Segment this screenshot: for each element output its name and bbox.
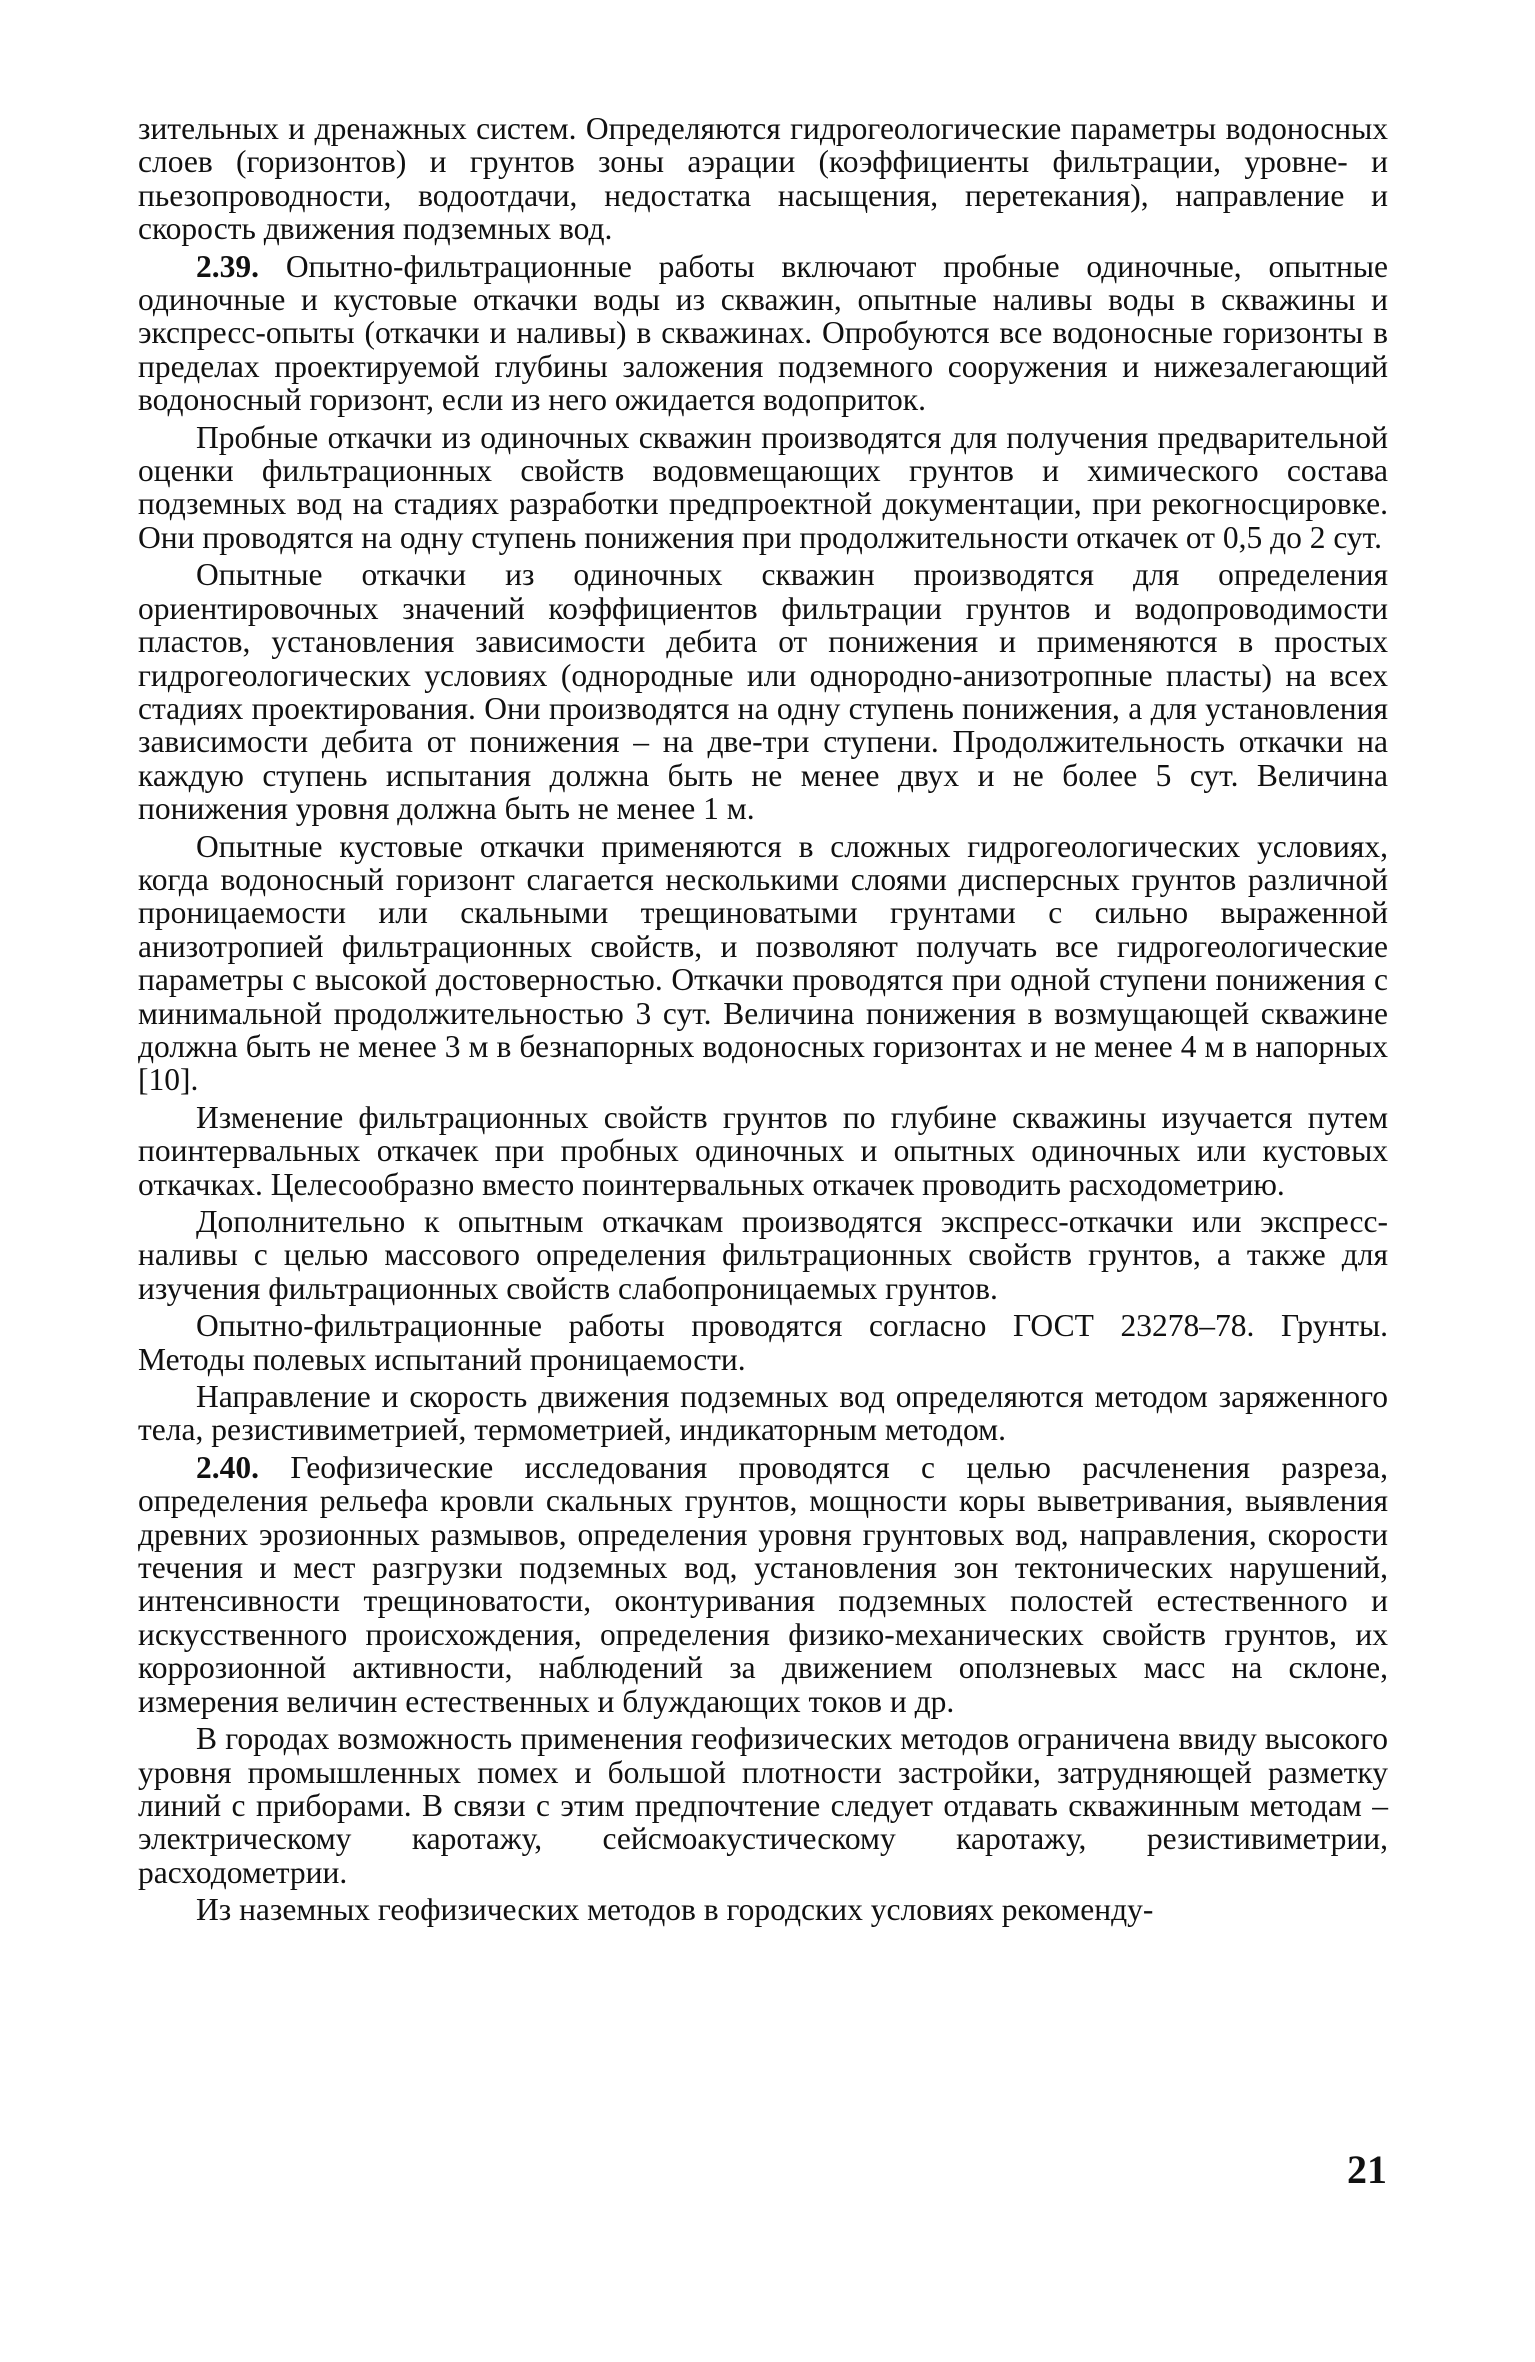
paragraph-trial-pumping: Пробные откачки из одиночных скважин производятся для получения предварительной оценки фильтрационных свойств водовмещающих грунтов и химического состава подземных вод на стадиях разработки предпроектной документации, при рекогносцировке. Они проводятся на одну ступень понижения при продолжительности откачек от 0,5 до 2 сут. — [138, 419, 1388, 555]
paragraph-interval-pumping: Изменение фильтрационных свойств грунтов по глубине скважины изучается путем поинтервальных откачек при пробных одиночных и опытных одиночных или кустовых откачках. Целесообразно вместо поинтервальных откачек проводить расходометрию. — [138, 1099, 1388, 1202]
paragraph-gost: Опытно-фильтрационные работы проводятся согласно ГОСТ 23278–78. Грунты. Методы полевых испытаний проницаемости. — [138, 1308, 1388, 1377]
paragraph-ground-methods: Из наземных геофизических методов в городских условиях рекоменду- — [196, 1892, 1154, 1928]
paragraph-flow-direction: Направление и скорость движения подземных вод определяются методом заряженного тела, резистивиметрией, термометрией, индикаторным методом. — [138, 1379, 1388, 1448]
clause-number: 2.40. — [196, 1449, 259, 1485]
paragraph-2-39: 2.39. Опытно-фильтрационные работы включают пробные одиночные, опытные одиночные и кустовые откачки воды из скважин, опытные наливы воды в скважины и экспресс-опыты (откачки и наливы) в скважинах. Опробуются все водоносные горизонты в пределах проектируемой глубины заложения подземного сооружения и нижезалегающий водоносный горизонт, если из него ожидается водоприток. — [138, 248, 1388, 418]
clause-number: 2.39. — [196, 248, 259, 284]
paragraph-express-tests: Дополнительно к опытным откачкам производятся экспресс-откачки или экспресс-наливы с целью массового определения фильтрационных свойств грунтов, а также для изучения фильтрационных свойств слабопроницаемых грунтов. — [138, 1204, 1388, 1306]
page-number: 21 — [1347, 2147, 1387, 2192]
paragraph-2-40: 2.40. Геофизические исследования проводятся с целью расчленения разреза, определения рельефа кровли скальных грунтов, мощности коры выветривания, выявления древних эрозионных размывов, определения уровня грунтовых вод, направления, скорости течения и мест разгрузки подземных вод, установления зон тектонических нарушений, интенсивности трещиноватости, оконтуривания подземных полостей естественного и искусственного происхождения, определения физико-механических свойств грунтов, их коррозионной активности, наблюдений за движением оползневых масс на склоне, измерения величин естественных и блуждающих токов и др. — [138, 1449, 1388, 1719]
paragraph-city-methods: В городах возможность применения геофизических методов ограничена ввиду высокого уровня промышленных помех и большой плотности застройки, затрудняющей разметку линий с приборами. В связи с этим предпочтение следует отдавать скважинным методам – электрическому каротажу, сейсмоакустическому каротажу, резистивиметрии, расходометрии. — [138, 1721, 1388, 1890]
paragraph-single-pumping: Опытные откачки из одиночных скважин производятся для определения ориентировочных значений коэффициентов фильтрации грунтов и водопроводимости пластов, установления зависимости дебита от понижения и применяются в простых гидрогеологических условиях (однородные или однородно-анизотропные пласты) на всех стадиях проектирования. Они производятся на одну ступень понижения, а для установления зависимости дебита от понижения – на две-три ступени. Продолжительность откачки на каждую ступень испытания должна быть не менее двух и не более 5 сут. Величина понижения уровня должна быть не менее 1 м. — [138, 557, 1388, 827]
page-body — [138, 112, 1388, 1931]
paragraph-continuation: зительных и дренажных систем. Определяются гидрогеологические параметры водоносных слоев (горизонтов) и грунтов зоны аэрации (коэффициенты фильтрации, уровне- и пьезопроводности, водоотдачи, недостатка насыщения, перетекания), направление и скорость движения подземных вод. — [138, 111, 1388, 247]
paragraph-cluster-pumping: Опытные кустовые откачки применяются в сложных гидрогеологических условиях, когда водоносный горизонт слагается несколькими слоями дисперсных грунтов различной проницаемости или скальными трещиноватыми грунтами с сильно выраженной анизотропией фильтрационных свойств, и позволяют получать все гидрогеологические параметры с высокой достоверностью. Откачки проводятся при одной ступени понижения с минимальной продолжительностью 3 сут. Величина понижения в возмущающей скважине должна быть не менее 3 м в безнапорных водоносных горизонтах и не менее 4 м в напорных [10]. — [138, 828, 1388, 1098]
